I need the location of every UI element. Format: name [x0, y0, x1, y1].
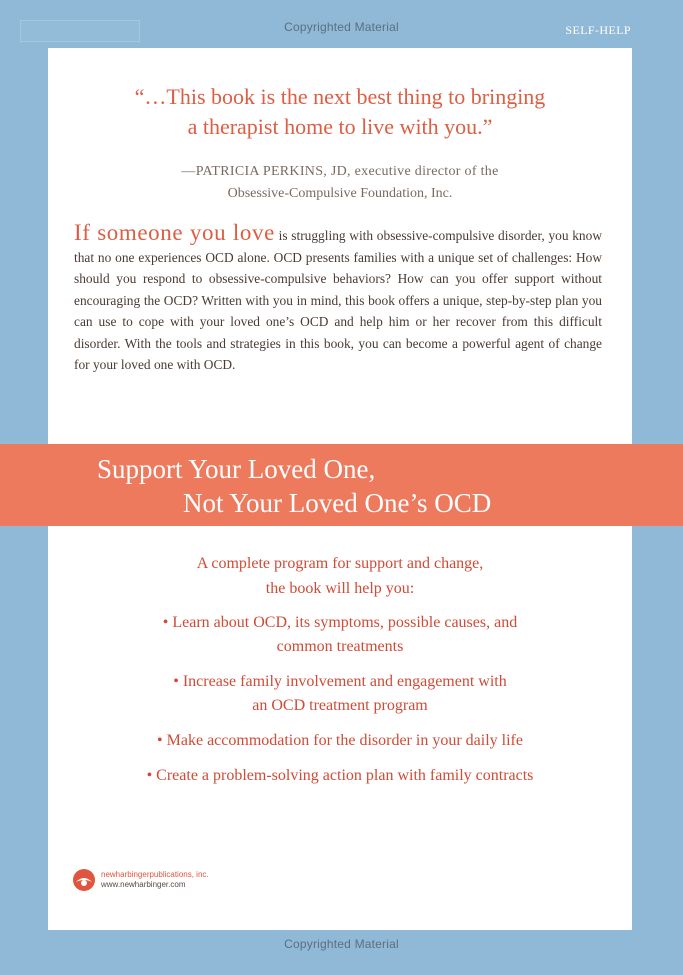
banner-line-2: Not Your Loved One’s OCD	[183, 488, 492, 518]
bullet-line: • Learn about OCD, its symptoms, possible causes, and	[162, 614, 518, 631]
bullet-line: common treatments	[276, 638, 404, 655]
publisher-text	[101, 870, 209, 890]
description-lead: If someone you love	[74, 220, 275, 245]
program-section	[48, 551, 632, 799]
copyright-watermark-top: Copyrighted Material	[284, 20, 399, 34]
banner-line-1: Support Your Loved One,	[97, 454, 376, 484]
intro-line-2: the book will help you:	[265, 580, 415, 597]
bullet-line: • Increase family involvement and engagement with	[173, 673, 507, 690]
new-harbinger-logo-icon	[72, 868, 96, 892]
program-intro	[48, 551, 632, 601]
bullet-line: • Create a problem-solving action plan with family contracts	[146, 767, 534, 784]
bullet-item	[48, 764, 632, 788]
quote-line-2: a therapist home to live with you.”	[187, 114, 493, 139]
book-description	[74, 222, 602, 376]
quote-attribution	[48, 161, 632, 205]
top-left-strip	[20, 20, 140, 42]
publisher-url: www.newharbinger.com	[101, 880, 186, 889]
description-text: is struggling with obsessive-compulsive disorder, you know that no one experiences OCD alone. OCD presents families with a unique set of challenges: How should you respond to obsessive-compulsive behaviors? How can you offer support without encouraging the OCD? Written with you in mind, this book offers a unique, step-by-step plan you can use to cope with your loved one’s OCD and help him or her recover from this difficult disorder. With the tools and strategies in this book, you can become a powerful agent of change for your loved one with OCD.	[74, 228, 602, 372]
endorsement-quote	[48, 82, 632, 142]
category-label: SELF-HELP	[565, 23, 631, 37]
intro-line-1: A complete program for support and change,	[196, 555, 484, 572]
bullet-item	[48, 729, 632, 753]
bullet-item	[48, 670, 632, 718]
attribution-line-2: Obsessive-Compulsive Foundation, Inc.	[227, 186, 453, 201]
quote-line-1: “…This book is the next best thing to bringing	[134, 84, 546, 109]
bullet-line: an OCD treatment program	[252, 697, 428, 714]
attribution-line-1: —PATRICIA PERKINS, JD, executive director of the	[181, 164, 499, 179]
publisher-block	[72, 868, 209, 892]
copyright-watermark-bottom: Copyrighted Material	[284, 937, 399, 951]
bullet-item	[48, 611, 632, 659]
tagline-banner	[0, 444, 683, 526]
bullet-line: • Make accommodation for the disorder in your daily life	[157, 732, 523, 749]
publisher-name: newharbingerpublications, inc.	[101, 870, 209, 879]
